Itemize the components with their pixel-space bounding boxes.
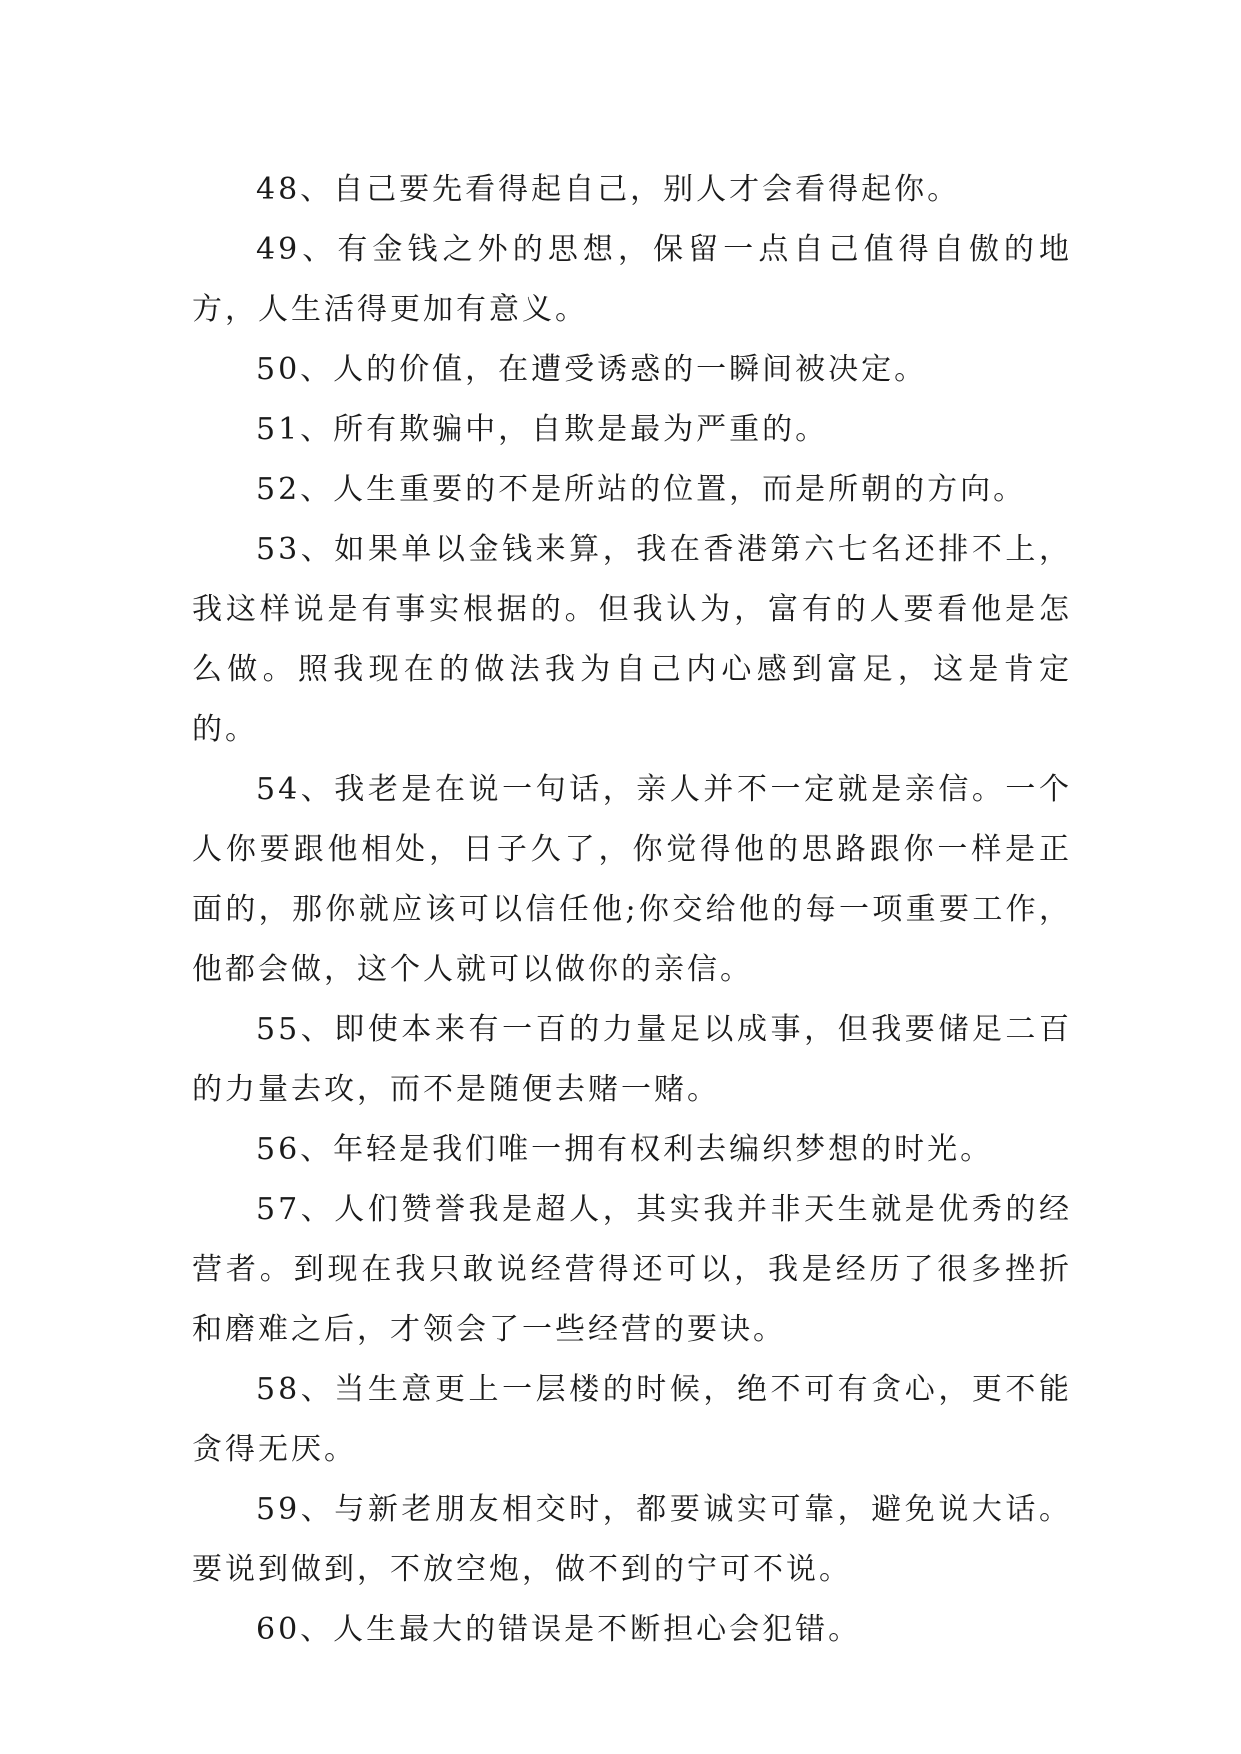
quote-paragraph-52: 52、人生重要的不是所站的位置，而是所朝的方向。 (256, 472, 1027, 507)
quote-paragraph-50: 50、人的价值，在遭受诱惑的一瞬间被决定。 (256, 352, 928, 387)
quote-paragraph-54: 54、我老是在说一句话，亲人并不一定就是亲信。一个人你要跟他相处，日子久了，你觉得他的思路跟你一样是正面的，那你就应该可以信任他;你交给他的每一项重要工作，他都会做，这个人就可以做你的亲信。 (192, 772, 1072, 987)
quote-paragraph-56: 56、年轻是我们唯一拥有权利去编织梦想的时光。 (256, 1132, 994, 1167)
quote-paragraph-60: 60、人生最大的错误是不断担心会犯错。 (256, 1612, 862, 1647)
quote-paragraph-55: 55、即使本来有一百的力量足以成事，但我要储足二百的力量去攻，而不是随便去赌一赌。 (192, 1012, 1072, 1107)
quote-paragraph-49: 49、有金钱之外的思想，保留一点自己值得自傲的地方，人生活得更加有意义。 (192, 232, 1072, 327)
quote-paragraph-51: 51、所有欺骗中，自欺是最为严重的。 (256, 412, 829, 447)
quote-paragraph-59: 59、与新老朋友相交时，都要诚实可靠，避免说大话。要说到做到，不放空炮，做不到的宁可不说。 (192, 1492, 1072, 1587)
quote-paragraph-57: 57、人们赞誉我是超人，其实我并非天生就是优秀的经营者。到现在我只敢说经营得还可以，我是经历了很多挫折和磨难之后，才领会了一些经营的要诀。 (192, 1192, 1072, 1347)
quote-paragraph-53: 53、如果单以金钱来算，我在香港第六七名还排不上，我这样说是有事实根据的。但我认为，富有的人要看他是怎么做。照我现在的做法我为自己内心感到富足，这是肯定的。 (192, 532, 1072, 747)
quote-paragraph-58: 58、当生意更上一层楼的时候，绝不可有贪心，更不能贪得无厌。 (192, 1372, 1072, 1467)
quote-list (192, 160, 1072, 1660)
quote-paragraph-48: 48、自己要先看得起自己，别人才会看得起你。 (256, 172, 961, 207)
